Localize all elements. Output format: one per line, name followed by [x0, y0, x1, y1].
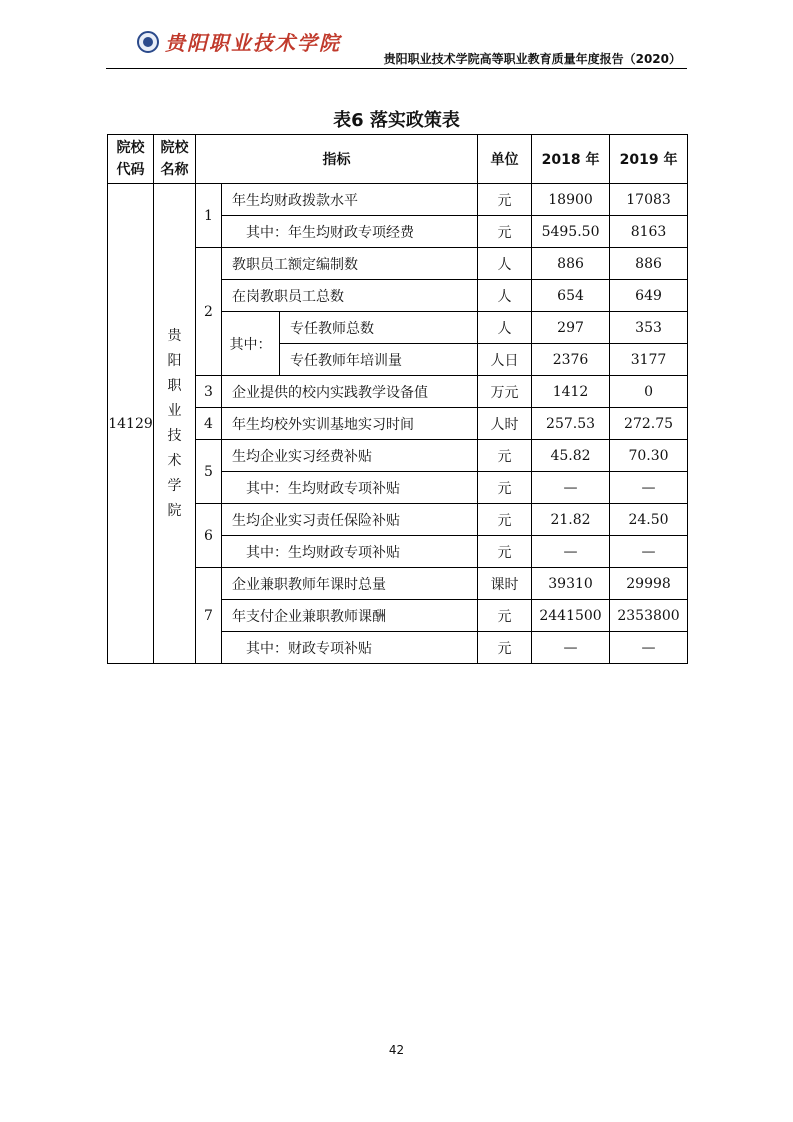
- value-2019: 70.30: [610, 440, 688, 472]
- value-2019: 3177: [610, 344, 688, 376]
- group-no: 3: [196, 376, 222, 408]
- unit-cell: 人: [478, 312, 532, 344]
- value-2019: 0: [610, 376, 688, 408]
- header-divider: [106, 68, 687, 69]
- indicator-label: 其中：年生均财政专项经费: [222, 216, 478, 248]
- table-row: [108, 184, 688, 216]
- value-2019: 2353800: [610, 600, 688, 632]
- value-2018: 654: [532, 280, 610, 312]
- value-2019: 353: [610, 312, 688, 344]
- value-2018: —: [532, 632, 610, 664]
- value-2018: 18900: [532, 184, 610, 216]
- col-header-unit: 单位: [478, 135, 532, 184]
- value-2018: 297: [532, 312, 610, 344]
- value-2019: 29998: [610, 568, 688, 600]
- col-header-indicator: 指标: [196, 135, 478, 184]
- unit-cell: 元: [478, 504, 532, 536]
- value-2018: 886: [532, 248, 610, 280]
- value-2019: 649: [610, 280, 688, 312]
- value-2018: 2441500: [532, 600, 610, 632]
- indicator-label: 其中：生均财政专项补贴: [222, 472, 478, 504]
- unit-cell: 元: [478, 216, 532, 248]
- unit-cell: 元: [478, 600, 532, 632]
- value-2018: 1412: [532, 376, 610, 408]
- unit-cell: 人: [478, 248, 532, 280]
- indicator-label: 专任教师总数: [280, 312, 478, 344]
- indicator-label: 生均企业实习责任保险补贴: [222, 504, 478, 536]
- indicator-label: 年生均校外实训基地实习时间: [222, 408, 478, 440]
- value-2019: —: [610, 632, 688, 664]
- value-2018: 39310: [532, 568, 610, 600]
- group-no: 4: [196, 408, 222, 440]
- indicator-label: 年支付企业兼职教师课酬: [222, 600, 478, 632]
- value-2019: —: [610, 472, 688, 504]
- group-no: 6: [196, 504, 222, 568]
- header-logo: [137, 27, 341, 56]
- value-2018: —: [532, 472, 610, 504]
- indicator-label: 企业提供的校内实践教学设备值: [222, 376, 478, 408]
- unit-cell: 元: [478, 184, 532, 216]
- school-code: 14129: [108, 184, 154, 664]
- value-2018: 21.82: [532, 504, 610, 536]
- unit-cell: 元: [478, 472, 532, 504]
- policy-table: [107, 134, 688, 664]
- school-name: [154, 184, 196, 664]
- report-title: 贵阳职业技术学院高等职业教育质量年度报告（2020）: [383, 52, 681, 66]
- unit-cell: 万元: [478, 376, 532, 408]
- group-no: 2: [196, 248, 222, 376]
- col-header-code: 院校代码: [108, 135, 154, 184]
- unit-cell: 元: [478, 536, 532, 568]
- unit-cell: 人时: [478, 408, 532, 440]
- indicator-label: 其中：生均财政专项补贴: [222, 536, 478, 568]
- value-2018: —: [532, 536, 610, 568]
- indicator-label: 生均企业实习经费补贴: [222, 440, 478, 472]
- unit-cell: 元: [478, 632, 532, 664]
- group-no: 5: [196, 440, 222, 504]
- indicator-label: 其中：财政专项补贴: [222, 632, 478, 664]
- unit-cell: 课时: [478, 568, 532, 600]
- unit-cell: 人日: [478, 344, 532, 376]
- value-2019: 272.75: [610, 408, 688, 440]
- group-no: 7: [196, 568, 222, 664]
- col-header-2018: 2018 年: [532, 135, 610, 184]
- value-2019: 8163: [610, 216, 688, 248]
- unit-cell: 人: [478, 280, 532, 312]
- value-2019: —: [610, 536, 688, 568]
- indicator-label: 企业兼职教师年课时总量: [222, 568, 478, 600]
- group-no: 1: [196, 184, 222, 248]
- school-name-text: 贵阳职业技术学院: [167, 327, 182, 519]
- indicator-label: 教职员工额定编制数: [222, 248, 478, 280]
- indicator-label: 专任教师年培训量: [280, 344, 478, 376]
- value-2019: 17083: [610, 184, 688, 216]
- value-2019: 24.50: [610, 504, 688, 536]
- value-2018: 5495.50: [532, 216, 610, 248]
- value-2018: 2376: [532, 344, 610, 376]
- logo-text: 贵阳职业技术学院: [165, 31, 341, 55]
- value-2018: 257.53: [532, 408, 610, 440]
- indicator-label: 年生均财政拨款水平: [222, 184, 478, 216]
- value-2018: 45.82: [532, 440, 610, 472]
- indicator-label: 在岗教职员工总数: [222, 280, 478, 312]
- col-header-name: 院校名称: [154, 135, 196, 184]
- sub-label: 其中：: [222, 312, 280, 376]
- page-number: 42: [388, 1043, 405, 1057]
- value-2019: 886: [610, 248, 688, 280]
- col-header-2019: 2019 年: [610, 135, 688, 184]
- table-title: 表6 落实政策表: [333, 110, 460, 131]
- school-emblem-icon: [137, 31, 159, 53]
- header-row: [108, 135, 688, 184]
- unit-cell: 元: [478, 440, 532, 472]
